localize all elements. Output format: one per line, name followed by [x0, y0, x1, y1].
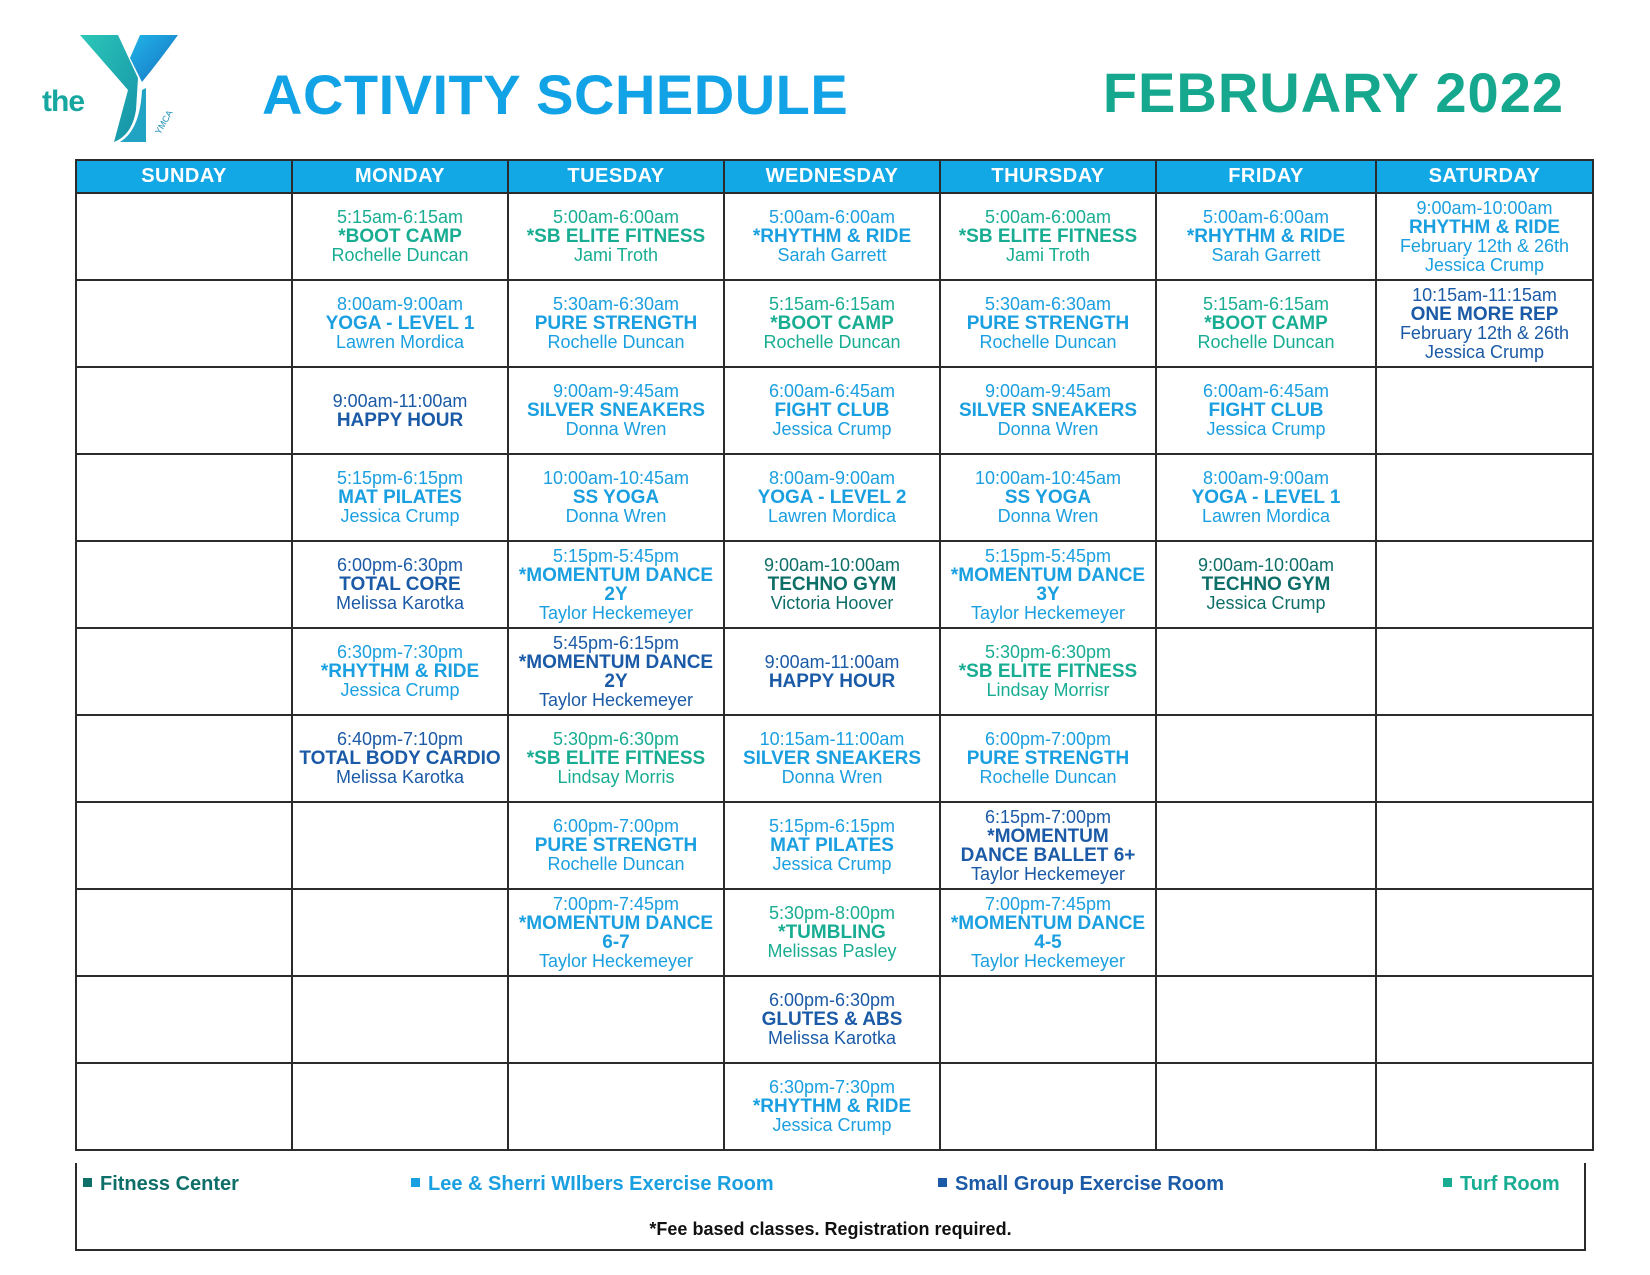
class-instructor: Lindsay Morrisr	[986, 680, 1110, 700]
class-time: 6:30pm-7:30pm	[336, 642, 464, 662]
schedule-cell-sunday	[76, 802, 292, 889]
class-entry	[941, 808, 1155, 884]
schedule-cell-wednesday	[724, 628, 940, 715]
class-name: *SB ELITE FITNESS	[958, 226, 1138, 247]
class-entry	[725, 730, 939, 787]
class-time: 5:30pm-6:30pm	[984, 642, 1112, 662]
schedule-cell-thursday	[940, 1063, 1156, 1150]
schedule-cell-tuesday	[508, 454, 724, 541]
schedule-cell-monday	[292, 976, 508, 1063]
class-entry	[509, 469, 723, 526]
day-header-friday: FRIDAY	[1156, 160, 1376, 193]
class-time: 9:00am-11:00am	[764, 651, 900, 672]
class-name: *MOMENTUM	[987, 825, 1109, 847]
class-time: 8:00am-9:00am	[1202, 468, 1330, 488]
legend-square-icon	[938, 1178, 947, 1187]
class-name: *SB ELITE FITNESS	[958, 661, 1138, 682]
schedule-row	[76, 454, 1593, 541]
fee-footnote: *Fee based classes. Registration required.	[649, 1219, 1012, 1239]
ymca-y-icon	[80, 30, 190, 145]
schedule-cell-sunday	[76, 889, 292, 976]
class-name: PURE STRENGTH	[534, 313, 698, 334]
schedule-cell-sunday	[76, 976, 292, 1063]
class-entry	[725, 556, 939, 613]
class-name: *RHYTHM & RIDE	[752, 226, 912, 247]
class-name: *MOMENTUM DANCE	[950, 564, 1146, 586]
class-name: MAT PILATES	[338, 487, 462, 508]
class-name: *RHYTHM & RIDE	[752, 1096, 912, 1117]
schedule-cell-saturday	[1376, 367, 1593, 454]
schedule-cell-friday	[1156, 715, 1376, 802]
class-instructor: Rochelle Duncan	[547, 854, 685, 874]
schedule-cell-monday	[292, 628, 508, 715]
schedule-cell-tuesday	[508, 802, 724, 889]
class-name: *SB ELITE FITNESS	[526, 748, 706, 769]
class-instructor: Taylor Heckemeyer	[538, 689, 694, 710]
schedule-cell-wednesday	[724, 193, 940, 280]
class-time: 5:30pm-6:30pm	[552, 729, 680, 749]
class-instructor: Lawren Mordica	[1201, 506, 1331, 526]
schedule-cell-friday	[1156, 802, 1376, 889]
class-time: 8:00am-9:00am	[768, 468, 896, 488]
class-name: TOTAL BODY CARDIO	[299, 748, 501, 769]
day-header-wednesday: WEDNESDAY	[724, 160, 940, 193]
schedule-cell-sunday	[76, 454, 292, 541]
schedule-cell-wednesday	[724, 454, 940, 541]
class-entry	[1377, 199, 1592, 275]
schedule-cell-friday	[1156, 280, 1376, 367]
schedule-cell-tuesday	[508, 976, 724, 1063]
class-time: 5:15pm-6:15pm	[768, 816, 896, 836]
class-entry	[725, 1078, 939, 1135]
schedule-cell-thursday	[940, 802, 1156, 889]
class-time: 5:45pm-6:15pm	[552, 632, 680, 653]
schedule-cell-thursday	[940, 976, 1156, 1063]
class-extra: 2Y	[604, 583, 628, 605]
schedule-cell-wednesday	[724, 1063, 940, 1150]
class-name: HAPPY HOUR	[336, 409, 464, 431]
class-instructor: Jami Troth	[573, 245, 659, 265]
class-time: 9:00am-10:00am	[1197, 555, 1335, 575]
schedule-cell-saturday	[1376, 889, 1593, 976]
month-title: FEBRUARY 2022	[1102, 61, 1564, 124]
class-name: *MOMENTUM DANCE	[518, 564, 714, 586]
class-entry	[293, 730, 507, 787]
schedule-cell-wednesday	[724, 280, 940, 367]
schedule-cell-monday	[292, 280, 508, 367]
schedule-cell-saturday	[1376, 280, 1593, 367]
class-instructor: Sarah Garrett	[1211, 245, 1321, 265]
day-header-monday: MONDAY	[292, 160, 508, 193]
schedule-row	[76, 715, 1593, 802]
class-time: 9:00am-10:00am	[763, 555, 901, 575]
class-time: 5:00am-6:00am	[984, 207, 1112, 227]
schedule-table	[75, 159, 1594, 1151]
schedule-cell-tuesday	[508, 889, 724, 976]
schedule-cell-monday	[292, 541, 508, 628]
class-instructor: Taylor Heckemeyer	[538, 602, 694, 623]
class-instructor: Rochelle Duncan	[331, 245, 469, 265]
class-instructor: Sarah Garrett	[777, 245, 887, 265]
class-time: 5:15am-6:15am	[1202, 294, 1330, 314]
schedule-cell-saturday	[1376, 454, 1593, 541]
schedule-cell-thursday	[940, 454, 1156, 541]
class-name: *BOOT CAMP	[1204, 313, 1328, 334]
class-instructor: Jessica Crump	[772, 1115, 892, 1135]
schedule-row	[76, 367, 1593, 454]
legend-small-group	[938, 1173, 1224, 1196]
class-entry	[725, 469, 939, 526]
class-time: 5:00am-6:00am	[768, 207, 896, 227]
class-entry	[725, 208, 939, 265]
class-time: 5:30pm-8:00pm	[768, 903, 896, 923]
page-title: ACTIVITY SCHEDULE	[262, 63, 849, 126]
class-time: 6:30pm-7:30pm	[768, 1077, 896, 1097]
class-extra: 2Y	[604, 670, 628, 692]
class-extra: February 12th & 26th	[1399, 322, 1570, 343]
schedule-body	[76, 193, 1593, 1150]
schedule-row	[76, 280, 1593, 367]
class-name: *RHYTHM & RIDE	[1186, 226, 1346, 247]
schedule-row	[76, 193, 1593, 280]
class-name: SILVER SNEAKERS	[526, 400, 706, 421]
schedule-cell-tuesday	[508, 1063, 724, 1150]
class-name: PURE STRENGTH	[966, 748, 1130, 769]
class-instructor: Jessica Crump	[340, 506, 460, 526]
class-time: 6:00pm-7:00pm	[984, 729, 1112, 749]
class-instructor: Rochelle Duncan	[979, 767, 1117, 787]
class-instructor: Lawren Mordica	[335, 332, 465, 352]
class-time: 6:00am-6:45am	[768, 381, 896, 401]
class-entry	[725, 382, 939, 439]
class-instructor: Jessica Crump	[340, 680, 460, 700]
schedule-cell-saturday	[1376, 976, 1593, 1063]
schedule-cell-saturday	[1376, 193, 1593, 280]
class-name: YOGA - LEVEL 1	[325, 313, 475, 334]
class-time: 8:00am-9:00am	[336, 294, 464, 314]
class-name: SS YOGA	[1004, 487, 1092, 508]
day-header-saturday: SATURDAY	[1376, 160, 1593, 193]
schedule-cell-sunday	[76, 193, 292, 280]
schedule-cell-tuesday	[508, 280, 724, 367]
schedule-cell-thursday	[940, 541, 1156, 628]
class-instructor: Donna Wren	[781, 767, 883, 787]
class-entry	[1157, 295, 1375, 352]
class-instructor: Lawren Mordica	[767, 506, 897, 526]
schedule-cell-monday	[292, 1063, 508, 1150]
class-instructor: Victoria Hoover	[770, 593, 894, 613]
schedule-cell-wednesday	[724, 802, 940, 889]
class-entry	[941, 730, 1155, 787]
class-entry	[941, 295, 1155, 352]
schedule-cell-wednesday	[724, 367, 940, 454]
schedule-cell-thursday	[940, 628, 1156, 715]
class-instructor: Donna Wren	[997, 419, 1099, 439]
schedule-cell-monday	[292, 454, 508, 541]
schedule-cell-wednesday	[724, 541, 940, 628]
class-instructor: Jessica Crump	[1206, 593, 1326, 613]
schedule-cell-wednesday	[724, 889, 940, 976]
class-time: 5:15pm-5:45pm	[984, 545, 1112, 566]
class-instructor: Rochelle Duncan	[763, 332, 901, 352]
class-entry	[725, 653, 939, 691]
day-header-thursday: THURSDAY	[940, 160, 1156, 193]
class-entry	[509, 895, 723, 971]
class-time: 10:00am-10:45am	[974, 468, 1122, 488]
schedule-cell-monday	[292, 367, 508, 454]
class-entry	[293, 208, 507, 265]
class-extra: 6-7	[602, 931, 630, 953]
schedule-cell-tuesday	[508, 193, 724, 280]
schedule-cell-thursday	[940, 889, 1156, 976]
class-instructor: Rochelle Duncan	[979, 332, 1117, 352]
legend-small-group-label: Small Group Exercise Room	[955, 1173, 1224, 1195]
class-time: 5:00am-6:00am	[1202, 207, 1330, 227]
class-name: HAPPY HOUR	[768, 670, 896, 692]
class-instructor: Taylor Heckemeyer	[970, 602, 1126, 623]
class-instructor: Taylor Heckemeyer	[970, 863, 1126, 884]
class-entry	[725, 904, 939, 961]
class-entry	[293, 392, 507, 430]
schedule-cell-sunday	[76, 541, 292, 628]
class-name: PURE STRENGTH	[966, 313, 1130, 334]
class-time: 5:15pm-5:45pm	[552, 545, 680, 566]
class-instructor: Taylor Heckemeyer	[970, 950, 1126, 971]
class-entry	[1157, 469, 1375, 526]
class-instructor: Taylor Heckemeyer	[538, 950, 694, 971]
schedule-cell-sunday	[76, 715, 292, 802]
class-name: *SB ELITE FITNESS	[526, 226, 706, 247]
class-instructor: Jessica Crump	[772, 419, 892, 439]
schedule-cell-thursday	[940, 193, 1156, 280]
class-instructor: Jessica Crump	[1424, 254, 1545, 275]
class-name: *TUMBLING	[778, 922, 886, 943]
class-entry	[509, 817, 723, 874]
class-name: TOTAL CORE	[339, 574, 461, 595]
class-name: SS YOGA	[572, 487, 660, 508]
class-extra: February 12th & 26th	[1399, 235, 1570, 256]
class-time: 7:00pm-7:45pm	[984, 893, 1112, 914]
class-instructor: Jami Troth	[1005, 245, 1091, 265]
schedule-cell-monday	[292, 193, 508, 280]
class-time: 6:40pm-7:10pm	[336, 729, 464, 749]
class-time: 6:15pm-7:00pm	[984, 806, 1112, 827]
class-instructor: Melissas Pasley	[767, 941, 897, 961]
class-time: 5:00am-6:00am	[552, 207, 680, 227]
legend-lee-sherri	[411, 1173, 774, 1196]
class-instructor: Donna Wren	[565, 419, 667, 439]
schedule-cell-sunday	[76, 280, 292, 367]
class-name: SILVER SNEAKERS	[958, 400, 1138, 421]
class-instructor: Rochelle Duncan	[547, 332, 685, 352]
class-name: *MOMENTUM DANCE	[518, 912, 714, 934]
class-time: 5:15am-6:15am	[336, 207, 464, 227]
class-extra: 3Y	[1036, 583, 1060, 605]
class-instructor: Melissa Karotka	[335, 767, 465, 787]
class-name: TECHNO GYM	[1201, 574, 1331, 595]
class-instructor: Donna Wren	[997, 506, 1099, 526]
class-entry	[941, 547, 1155, 623]
class-instructor: Rochelle Duncan	[1197, 332, 1335, 352]
day-header-row	[76, 160, 1593, 193]
class-name: *MOMENTUM DANCE	[518, 651, 714, 673]
class-entry	[509, 382, 723, 439]
schedule-cell-sunday	[76, 628, 292, 715]
class-entry	[725, 991, 939, 1048]
schedule-cell-saturday	[1376, 715, 1593, 802]
class-name: *MOMENTUM DANCE	[950, 912, 1146, 934]
class-entry	[941, 469, 1155, 526]
schedule-cell-monday	[292, 802, 508, 889]
schedule-cell-saturday	[1376, 1063, 1593, 1150]
class-name: *RHYTHM & RIDE	[320, 661, 480, 682]
schedule-cell-saturday	[1376, 628, 1593, 715]
schedule-cell-thursday	[940, 715, 1156, 802]
class-time: 5:30am-6:30am	[984, 294, 1112, 314]
class-entry	[725, 817, 939, 874]
schedule-cell-friday	[1156, 541, 1376, 628]
legend-turf-room	[1443, 1173, 1560, 1196]
class-time: 10:15am-11:15am	[1412, 284, 1557, 305]
class-entry	[1377, 286, 1592, 362]
schedule-cell-thursday	[940, 280, 1156, 367]
schedule-cell-friday	[1156, 1063, 1376, 1150]
legend-fitness-center-label: Fitness Center	[100, 1173, 239, 1195]
schedule-row	[76, 976, 1593, 1063]
class-instructor: Jessica Crump	[1424, 341, 1545, 362]
class-entry	[725, 295, 939, 352]
schedule-row	[76, 628, 1593, 715]
ymca-logo	[40, 30, 190, 150]
class-instructor: Melissa Karotka	[767, 1028, 897, 1048]
class-instructor: Melissa Karotka	[335, 593, 465, 613]
legend-square-icon	[411, 1178, 420, 1187]
class-name: MAT PILATES	[770, 835, 894, 856]
class-entry	[509, 208, 723, 265]
legend-square-icon	[1443, 1178, 1452, 1187]
schedule-row	[76, 1063, 1593, 1150]
class-time: 9:00am-9:45am	[552, 381, 680, 401]
class-time: 6:00pm-6:30pm	[336, 555, 464, 575]
class-entry	[509, 634, 723, 710]
class-time: 6:00am-6:45am	[1202, 381, 1330, 401]
schedule-cell-sunday	[76, 367, 292, 454]
class-entry	[941, 382, 1155, 439]
schedule-cell-monday	[292, 889, 508, 976]
class-instructor: Jessica Crump	[772, 854, 892, 874]
schedule-cell-thursday	[940, 367, 1156, 454]
class-entry	[509, 547, 723, 623]
class-time: 10:00am-10:45am	[542, 468, 690, 488]
schedule-cell-friday	[1156, 193, 1376, 280]
class-time: 9:00am-11:00am	[332, 390, 468, 411]
class-entry	[941, 895, 1155, 971]
class-entry	[293, 469, 507, 526]
class-time: 10:15am-11:00am	[759, 729, 905, 749]
class-entry	[509, 295, 723, 352]
schedule-row	[76, 889, 1593, 976]
class-entry	[1157, 208, 1375, 265]
class-entry	[941, 208, 1155, 265]
class-name: PURE STRENGTH	[534, 835, 698, 856]
class-name: *BOOT CAMP	[338, 226, 462, 247]
class-time: 6:00pm-7:00pm	[552, 816, 680, 836]
schedule-cell-friday	[1156, 367, 1376, 454]
schedule-cell-sunday	[76, 1063, 292, 1150]
class-instructor: Jessica Crump	[1206, 419, 1326, 439]
schedule-row	[76, 802, 1593, 889]
class-name: GLUTES & ABS	[761, 1009, 903, 1030]
legend-lee-sherri-label: Lee & Sherri WIlbers Exercise Room	[428, 1173, 774, 1195]
legend-fitness-center	[83, 1173, 239, 1196]
class-time: 9:00am-10:00am	[1416, 197, 1553, 218]
class-name: ONE MORE REP	[1410, 303, 1559, 325]
class-name: TECHNO GYM	[767, 574, 897, 595]
schedule-cell-friday	[1156, 628, 1376, 715]
class-name: SILVER SNEAKERS	[742, 748, 922, 769]
schedule-cell-tuesday	[508, 715, 724, 802]
class-extra: DANCE BALLET 6+	[960, 844, 1136, 866]
schedule-cell-tuesday	[508, 367, 724, 454]
class-name: *BOOT CAMP	[770, 313, 894, 334]
class-name: YOGA - LEVEL 2	[757, 487, 907, 508]
class-instructor: Lindsay Morris	[557, 767, 675, 787]
schedule-cell-wednesday	[724, 715, 940, 802]
class-name: FIGHT CLUB	[774, 400, 890, 421]
schedule-cell-tuesday	[508, 541, 724, 628]
class-time: 7:00pm-7:45pm	[552, 893, 680, 914]
schedule-cell-monday	[292, 715, 508, 802]
class-time: 5:30am-6:30am	[552, 294, 680, 314]
legend-turf-room-label: Turf Room	[1460, 1173, 1560, 1195]
logo-ymca-text: YMCA	[153, 108, 175, 136]
class-entry	[509, 730, 723, 787]
schedule-cell-friday	[1156, 976, 1376, 1063]
class-extra: 4-5	[1034, 931, 1062, 953]
class-name: RHYTHM & RIDE	[1409, 216, 1560, 238]
schedule-cell-saturday	[1376, 541, 1593, 628]
class-entry	[293, 295, 507, 352]
logo-the-text: the	[42, 85, 84, 118]
legend-footer	[75, 1163, 1586, 1251]
day-header-tuesday: TUESDAY	[508, 160, 724, 193]
class-entry	[293, 556, 507, 613]
class-entry	[941, 643, 1155, 700]
schedule-cell-friday	[1156, 889, 1376, 976]
legend-square-icon	[83, 1178, 92, 1187]
class-time: 6:00pm-6:30pm	[768, 990, 896, 1010]
class-instructor: Donna Wren	[565, 506, 667, 526]
class-time: 5:15pm-6:15pm	[336, 468, 464, 488]
class-entry	[293, 643, 507, 700]
class-name: FIGHT CLUB	[1208, 400, 1324, 421]
class-time: 9:00am-9:45am	[984, 381, 1112, 401]
class-name: YOGA - LEVEL 1	[1191, 487, 1341, 508]
schedule-cell-saturday	[1376, 802, 1593, 889]
schedule-cell-wednesday	[724, 976, 940, 1063]
class-entry	[1157, 382, 1375, 439]
schedule-cell-friday	[1156, 454, 1376, 541]
schedule-row	[76, 541, 1593, 628]
schedule-cell-tuesday	[508, 628, 724, 715]
class-time: 5:15am-6:15am	[768, 294, 896, 314]
day-header-sunday: SUNDAY	[76, 160, 292, 193]
class-entry	[1157, 556, 1375, 613]
